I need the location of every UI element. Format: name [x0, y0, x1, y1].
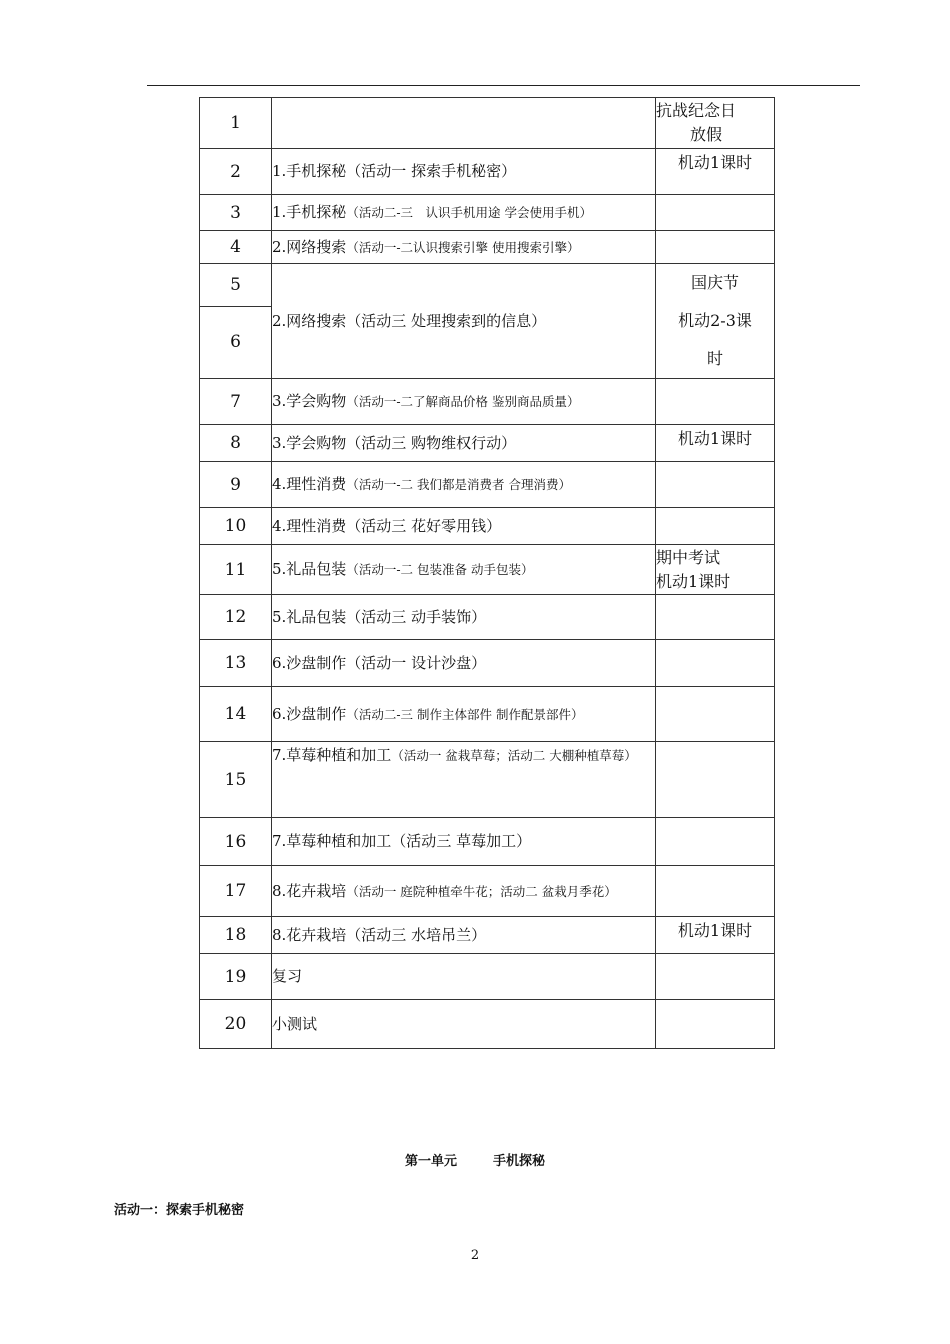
table-row — [200, 866, 775, 917]
week-number: 13 — [200, 640, 272, 687]
week-number: 14 — [200, 687, 272, 742]
note-line: 抗战纪念日 — [656, 101, 737, 120]
lesson-title: 2.网络搜索 — [272, 237, 347, 256]
lesson-content — [272, 379, 656, 425]
lesson-content: 4.理性消费（活动三 花好零用钱） — [272, 508, 656, 545]
table-row — [200, 231, 775, 264]
week-number: 20 — [200, 1000, 272, 1049]
table-row — [200, 195, 775, 231]
lesson-title: 5.礼品包装 — [272, 560, 347, 578]
note-cell — [656, 1000, 775, 1049]
table-row — [200, 954, 775, 1000]
table-row — [200, 462, 775, 508]
note-cell — [656, 462, 775, 508]
table-row — [200, 818, 775, 866]
table-row — [200, 742, 775, 818]
lesson-content — [272, 195, 656, 231]
lesson-content: 7.草莓种植和加工（活动三 草莓加工） — [272, 818, 656, 866]
activity-heading: 活动一：探索手机秘密 — [114, 1203, 245, 1218]
week-number: 6 — [200, 306, 272, 378]
note-cell — [656, 595, 775, 640]
lesson-activities: （活动一 庭院种植牵牛花；活动二 盆栽月季花） — [346, 883, 617, 899]
lesson-content: 2.网络搜索（活动三 处理搜索到的信息） — [272, 264, 656, 379]
lesson-activities: （活动一-二 我们都是消费者 合理消费） — [346, 477, 571, 492]
table-row — [200, 640, 775, 687]
week-number: 11 — [200, 545, 272, 595]
note-cell — [656, 954, 775, 1000]
week-number: 2 — [200, 149, 272, 195]
lesson-content: 8.花卉栽培（活动三 水培吊兰） — [272, 917, 656, 954]
note-cell — [656, 264, 775, 379]
note-cell — [656, 425, 775, 462]
note-cell — [656, 379, 775, 425]
header-rule — [147, 85, 860, 86]
week-number: 7 — [200, 379, 272, 425]
note-cell — [656, 866, 775, 917]
table-row — [200, 98, 775, 149]
lesson-title: 4.理性消费 — [272, 475, 347, 493]
lesson-title: 8.花卉栽培 — [272, 881, 347, 900]
unit-name: 手机探秘 — [493, 1154, 546, 1169]
lesson-content — [272, 231, 656, 264]
note-line: 机动1课时 — [656, 571, 731, 591]
table-row — [200, 264, 775, 307]
lesson-title: 3.学会购物 — [272, 392, 347, 410]
lesson-title: 6.沙盘制作 — [272, 704, 347, 723]
lesson-activities: （活动一 盆栽草莓；活动二 大棚种植草莓 — [391, 748, 625, 763]
week-number: 4 — [200, 231, 272, 264]
week-number: 10 — [200, 508, 272, 545]
table-row — [200, 379, 775, 425]
lesson-content — [272, 98, 656, 149]
note-cell — [656, 98, 775, 149]
week-number: 1 — [200, 98, 272, 149]
week-number: 8 — [200, 425, 272, 462]
lesson-content: 1.手机探秘（活动一 探索手机秘密） — [272, 149, 656, 195]
week-number: 16 — [200, 818, 272, 866]
lesson-content: 6.沙盘制作（活动一 设计沙盘） — [272, 640, 656, 687]
note-line: 机动1课时 — [677, 153, 753, 172]
note-cell — [656, 640, 775, 687]
schedule-table — [199, 97, 775, 1049]
week-number: 12 — [200, 595, 272, 640]
table-row — [200, 545, 775, 595]
note-line: 期中考试 — [656, 547, 721, 567]
page-number: 2 — [470, 1248, 480, 1263]
note-cell — [656, 231, 775, 264]
lesson-content — [272, 462, 656, 508]
lesson-content: 小测试 — [272, 1000, 656, 1049]
lesson-activities: （活动二-三 制作主体部件 制作配景部件） — [346, 706, 584, 722]
table-row — [200, 1000, 775, 1049]
lesson-content — [272, 545, 656, 595]
week-number: 3 — [200, 195, 272, 231]
note-cell — [656, 742, 775, 818]
note-cell — [656, 545, 775, 595]
note-cell — [656, 818, 775, 866]
table-row — [200, 687, 775, 742]
unit-label: 第一单元 — [404, 1154, 457, 1169]
note-cell — [656, 917, 775, 954]
lesson-content: 3.学会购物（活动三 购物维权行动） — [272, 425, 656, 462]
note-cell — [656, 149, 775, 195]
lesson-activities: （活动一-二了解商品价格 鉴别商品质量） — [346, 394, 580, 409]
note-cell — [656, 687, 775, 742]
lesson-content: 5.礼品包装（活动三 动手装饰） — [272, 595, 656, 640]
week-number: 9 — [200, 462, 272, 508]
lesson-content — [272, 687, 656, 742]
lesson-title: 1.手机探秘 — [272, 203, 347, 221]
note-cell — [656, 195, 775, 231]
unit-heading — [0, 1150, 950, 1169]
lesson-activities-close: ） — [624, 748, 637, 763]
lesson-content — [272, 742, 656, 818]
lesson-title: 7.草莓种植和加工 — [272, 746, 392, 764]
note-cell — [656, 508, 775, 545]
table-row — [200, 917, 775, 954]
note-line: 机动1课时 — [677, 921, 753, 940]
week-number: 15 — [200, 742, 272, 818]
note-line: 机动2-3课 — [678, 311, 752, 330]
lesson-content — [272, 866, 656, 917]
table-row — [200, 508, 775, 545]
lesson-activities: （活动二-三 认识手机用途 学会使用手机） — [346, 205, 593, 220]
note-line: 国庆节 — [690, 273, 739, 292]
week-number: 17 — [200, 866, 272, 917]
note-line: 机动1课时 — [677, 429, 753, 448]
lesson-content: 复习 — [272, 954, 656, 1000]
lesson-activities: （活动一-二 包装准备 动手包装） — [346, 562, 534, 577]
table-row — [200, 149, 775, 195]
table-row — [200, 595, 775, 640]
lesson-activities: （活动一-二认识搜索引擎 使用搜索引擎） — [346, 239, 580, 255]
note-line: 放假 — [690, 125, 723, 144]
week-number: 18 — [200, 917, 272, 954]
note-line: 时 — [706, 349, 723, 368]
table-row — [200, 425, 775, 462]
week-number: 19 — [200, 954, 272, 1000]
week-number: 5 — [200, 264, 272, 307]
